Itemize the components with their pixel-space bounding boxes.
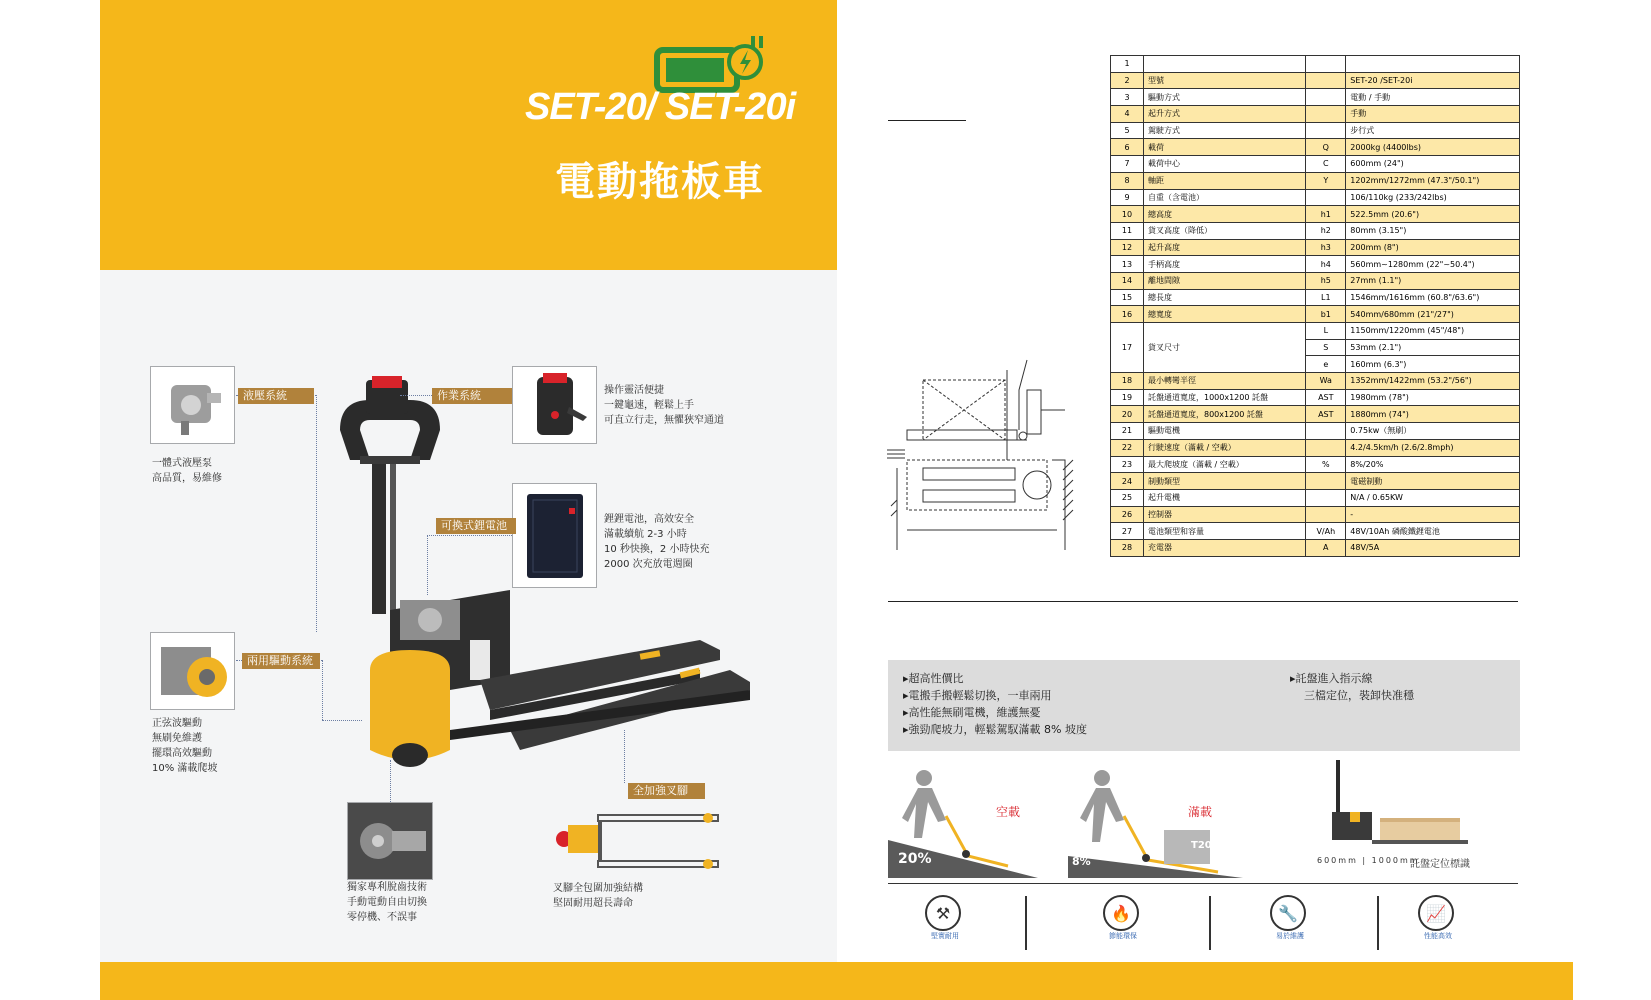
- feature-list-left: [903, 670, 1087, 738]
- drive-note: 正弦波驅動 無刷免維護 擺環高效驅動 10% 滿載爬坡: [152, 718, 218, 774]
- spec-no: 25: [1111, 489, 1144, 506]
- spec-label: 驅動電機: [1144, 423, 1306, 440]
- spec-symbol: b1: [1306, 306, 1346, 323]
- spec-row: [1111, 256, 1520, 273]
- spec-symbol: [1306, 506, 1346, 523]
- spec-row: [1111, 306, 1520, 323]
- spec-label: 總長度: [1144, 289, 1306, 306]
- empty-load-label: 空載: [996, 805, 1021, 819]
- separator: [1209, 896, 1211, 950]
- spec-symbol: AST: [1306, 389, 1346, 406]
- spec-value: 1150mm/1220mm (45"/48"): [1346, 323, 1520, 340]
- benefit-maintenance: [1270, 895, 1310, 941]
- spec-value: [1346, 56, 1520, 73]
- handle-control-photo: [512, 366, 597, 444]
- spec-value: 4.2/4.5km/h (2.6/2.8mph): [1346, 439, 1520, 456]
- clutch-note: 獨家專利脫齒技術 手動電動自由切換 零停機、不誤事: [347, 882, 427, 923]
- feature-item: ▸託盤進入指示線: [1290, 672, 1373, 685]
- spec-label: 駕駛方式: [1144, 122, 1306, 139]
- footer-band: [100, 962, 1573, 1000]
- spec-no: 14: [1111, 272, 1144, 289]
- operation-note: 操作靈活便捷 一鍵龜速，輕鬆上手 可直立行走，無懼狹窄通道: [604, 385, 724, 426]
- spec-label: 驅動方式: [1144, 89, 1306, 106]
- spec-symbol: C: [1306, 156, 1346, 173]
- spec-no: 9: [1111, 189, 1144, 206]
- spec-label: 總高度: [1144, 206, 1306, 223]
- spec-table: [1110, 55, 1520, 557]
- spec-row: [1111, 423, 1520, 440]
- hammer-icon: ⚒: [925, 895, 961, 931]
- spec-row: [1111, 439, 1520, 456]
- benefit-label: 性能高效: [1424, 932, 1452, 940]
- spec-label: 貨叉尺寸: [1144, 323, 1306, 373]
- spec-no: 18: [1111, 373, 1144, 390]
- drive-tag: 兩用驅動系統: [242, 653, 320, 669]
- spec-no: 21: [1111, 423, 1144, 440]
- spec-no: 24: [1111, 473, 1144, 490]
- spec-symbol: Q: [1306, 139, 1346, 156]
- spec-label: 貨叉高度（降低）: [1144, 222, 1306, 239]
- spec-symbol: [1306, 189, 1346, 206]
- operation-tag: 作業系統: [432, 388, 512, 404]
- spec-symbol: h4: [1306, 256, 1346, 273]
- spec-row: [1111, 222, 1520, 239]
- battery-photo: [512, 483, 597, 588]
- spec-row: [1111, 189, 1520, 206]
- benefit-performance: [1418, 895, 1458, 941]
- full-grade-label: 8%: [1072, 855, 1091, 868]
- spec-label: 載荷: [1144, 139, 1306, 156]
- chart-up-icon: 📈: [1418, 895, 1454, 931]
- fork-tag: 全加強叉腳: [628, 783, 705, 799]
- spec-value: 0.75kw（無刷）: [1346, 423, 1520, 440]
- hydraulic-note: 一體式液壓泵 高品質，易維修: [152, 458, 222, 484]
- spec-value: 步行式: [1346, 122, 1520, 139]
- feature-list-right: [1290, 670, 1414, 704]
- battery-note: 鋰鋰電池，高效安全 滿載續航 2-3 小時 10 秒快換，2 小時快充 2000 次充放電週圈: [604, 514, 710, 570]
- title-rule: [888, 120, 966, 121]
- spec-symbol: [1306, 122, 1346, 139]
- spec-value: 電磁制動: [1346, 473, 1520, 490]
- spec-no: 17: [1111, 323, 1144, 373]
- spec-row: [1111, 323, 1520, 340]
- spec-symbol: V/Ah: [1306, 523, 1346, 540]
- spec-value: 522.5mm (20.6"): [1346, 206, 1520, 223]
- spec-no: 10: [1111, 206, 1144, 223]
- spec-no: 23: [1111, 456, 1144, 473]
- hydraulic-tag: 液壓系統: [238, 388, 314, 404]
- spec-label: 託盤通道寬度，800x1200 託盤: [1144, 406, 1306, 423]
- spec-value: 540mm/680mm (21"/27"): [1346, 306, 1520, 323]
- hydraulic-pump-photo: [150, 366, 235, 444]
- spec-no: 27: [1111, 523, 1144, 540]
- spec-value: 1546mm/1616mm (60.8"/63.6"): [1346, 289, 1520, 306]
- dimension-drawing: [887, 350, 1077, 550]
- spec-row: [1111, 72, 1520, 89]
- spec-value: 27mm (1.1"): [1346, 272, 1520, 289]
- spec-symbol: h2: [1306, 222, 1346, 239]
- spec-no: 5: [1111, 122, 1144, 139]
- spec-value: N/A / 0.65KW: [1346, 489, 1520, 506]
- flame-icon: 🔥: [1103, 895, 1139, 931]
- drive-wheel-photo: [150, 632, 235, 710]
- spec-row: [1111, 172, 1520, 189]
- spec-no: 3: [1111, 89, 1144, 106]
- spec-row: [1111, 139, 1520, 156]
- spec-symbol: L: [1306, 323, 1346, 340]
- spec-no: 4: [1111, 106, 1144, 123]
- fork-frame-drawing: [548, 805, 723, 877]
- spec-symbol: Wa: [1306, 373, 1346, 390]
- feature-item: ▸電搬手搬輕鬆切換，一車兩用: [903, 689, 1052, 702]
- spec-value: 53mm (2.1"): [1346, 339, 1520, 356]
- spec-value: 8%/20%: [1346, 456, 1520, 473]
- spec-value: 1202mm/1272mm (47.3"/50.1"): [1346, 172, 1520, 189]
- spec-value: -: [1346, 506, 1520, 523]
- spec-no: 15: [1111, 289, 1144, 306]
- spec-no: 6: [1111, 139, 1144, 156]
- section-rule: [888, 601, 1518, 602]
- spec-symbol: [1306, 489, 1346, 506]
- model-title: SET-20/ SET-20i: [525, 86, 796, 128]
- spec-no: 11: [1111, 222, 1144, 239]
- benefit-durable: [925, 895, 965, 941]
- pallet-dims: 600mm | 1000mm: [1317, 856, 1420, 865]
- spec-value: SET-20 /SET-20i: [1346, 72, 1520, 89]
- spec-no: 19: [1111, 389, 1144, 406]
- spec-symbol: [1306, 423, 1346, 440]
- spec-no: 20: [1111, 406, 1144, 423]
- benefit-label: 節能環保: [1109, 932, 1137, 940]
- spec-no: 16: [1111, 306, 1144, 323]
- fork-note: 叉腳全包圍加強結構 堅固耐用超長壽命: [553, 883, 643, 909]
- spec-row: [1111, 56, 1520, 73]
- spec-no: 2: [1111, 72, 1144, 89]
- spec-value: 560mm~1280mm (22"~50.4"): [1346, 256, 1520, 273]
- spec-symbol: A: [1306, 539, 1346, 556]
- spec-label: 最小轉彎半徑: [1144, 373, 1306, 390]
- spec-symbol: h5: [1306, 272, 1346, 289]
- spec-label: 載荷中心: [1144, 156, 1306, 173]
- spec-row: [1111, 89, 1520, 106]
- load-mark: T20: [1191, 840, 1212, 851]
- spec-value: 1980mm (78"): [1346, 389, 1520, 406]
- spec-row: [1111, 239, 1520, 256]
- spec-label: 最大爬坡度（滿載 / 空載）: [1144, 456, 1306, 473]
- spec-label: 電池類型和容量: [1144, 523, 1306, 540]
- product-name: 電動拖板車: [555, 159, 765, 205]
- spec-row: [1111, 539, 1520, 556]
- spec-row: [1111, 373, 1520, 390]
- spec-symbol: S: [1306, 339, 1346, 356]
- spec-value: 電動 / 手動: [1346, 89, 1520, 106]
- spec-label: 自重（含電池）: [1144, 189, 1306, 206]
- spec-no: 1: [1111, 56, 1144, 73]
- full-load-scene: [1068, 760, 1248, 880]
- separator: [1377, 896, 1379, 950]
- spec-symbol: [1306, 473, 1346, 490]
- spec-label: 起升方式: [1144, 106, 1306, 123]
- pallet-scene: [1320, 760, 1470, 852]
- battery-tag: 可換式鋰電池: [436, 518, 516, 534]
- spec-no: 26: [1111, 506, 1144, 523]
- spec-symbol: h3: [1306, 239, 1346, 256]
- full-load-label: 滿載: [1188, 805, 1213, 819]
- benefit-label: 堅實耐用: [931, 932, 959, 940]
- spec-symbol: h1: [1306, 206, 1346, 223]
- spec-no: 7: [1111, 156, 1144, 173]
- spec-no: 8: [1111, 172, 1144, 189]
- wrench-icon: 🔧: [1270, 895, 1306, 931]
- spec-row: [1111, 456, 1520, 473]
- spec-value: 手動: [1346, 106, 1520, 123]
- spec-row: [1111, 122, 1520, 139]
- spec-row: [1111, 389, 1520, 406]
- spec-value: 48V/10Ah 磷酸鐵鋰電池: [1346, 523, 1520, 540]
- spec-value: 1880mm (74"): [1346, 406, 1520, 423]
- feature-item: ▸強勁爬坡力，輕鬆駕馭滿載 8% 坡度: [903, 723, 1087, 736]
- spec-value: 1352mm/1422mm (53.2"/56"): [1346, 373, 1520, 390]
- spec-value: 200mm (8"): [1346, 239, 1520, 256]
- spec-symbol: [1306, 106, 1346, 123]
- spec-row: [1111, 106, 1520, 123]
- spec-symbol: %: [1306, 456, 1346, 473]
- feature-item: ▸高性能無刷電機，維護無憂: [903, 706, 1041, 719]
- spec-label: 充電器: [1144, 539, 1306, 556]
- spec-value: 160mm (6.3"): [1346, 356, 1520, 373]
- benefit-eco: [1103, 895, 1143, 941]
- spec-symbol: [1306, 89, 1346, 106]
- spec-label: 起升高度: [1144, 239, 1306, 256]
- clutch-mechanism-photo: [347, 802, 433, 880]
- spec-row: [1111, 506, 1520, 523]
- spec-row: [1111, 272, 1520, 289]
- spec-label: 控制器: [1144, 506, 1306, 523]
- spec-label: 制動類型: [1144, 473, 1306, 490]
- pallet-caption: 託盤定位標識: [1410, 859, 1470, 870]
- spec-value: 106/110kg (233/242lbs): [1346, 189, 1520, 206]
- separator: [1025, 896, 1027, 950]
- spec-label: 行駛速度（滿載 / 空載）: [1144, 439, 1306, 456]
- spec-label: 起升電機: [1144, 489, 1306, 506]
- spec-row: [1111, 489, 1520, 506]
- spec-label: 軸距: [1144, 172, 1306, 189]
- spec-symbol: [1306, 439, 1346, 456]
- spec-symbol: [1306, 56, 1346, 73]
- spec-row: [1111, 473, 1520, 490]
- empty-grade-label: 20%: [898, 851, 932, 867]
- spec-value: 2000kg (4400lbs): [1346, 139, 1520, 156]
- spec-value: 80mm (3.15"): [1346, 222, 1520, 239]
- spec-row: [1111, 289, 1520, 306]
- spec-label: 手柄高度: [1144, 256, 1306, 273]
- feature-item: ▸超高性價比: [903, 672, 964, 685]
- spec-row: [1111, 523, 1520, 540]
- icon-row-rule: [888, 883, 1518, 884]
- spec-value: 48V/5A: [1346, 539, 1520, 556]
- spec-no: 12: [1111, 239, 1144, 256]
- spec-label: 託盤通道寬度，1000x1200 託盤: [1144, 389, 1306, 406]
- spec-value: 600mm (24"): [1346, 156, 1520, 173]
- spec-no: 22: [1111, 439, 1144, 456]
- feature-item: 三檔定位，裝卸快准穩: [1304, 689, 1414, 702]
- spec-label: 離地間隙: [1144, 272, 1306, 289]
- spec-symbol: Y: [1306, 172, 1346, 189]
- spec-row: [1111, 156, 1520, 173]
- spec-symbol: [1306, 72, 1346, 89]
- spec-no: 13: [1111, 256, 1144, 273]
- spec-symbol: e: [1306, 356, 1346, 373]
- spec-no: 28: [1111, 539, 1144, 556]
- spec-row: [1111, 206, 1520, 223]
- spec-label: [1144, 56, 1306, 73]
- spec-symbol: L1: [1306, 289, 1346, 306]
- benefit-label: 易於維護: [1276, 932, 1304, 940]
- spec-symbol: AST: [1306, 406, 1346, 423]
- spec-row: [1111, 406, 1520, 423]
- spec-label: 型號: [1144, 72, 1306, 89]
- spec-label: 總寬度: [1144, 306, 1306, 323]
